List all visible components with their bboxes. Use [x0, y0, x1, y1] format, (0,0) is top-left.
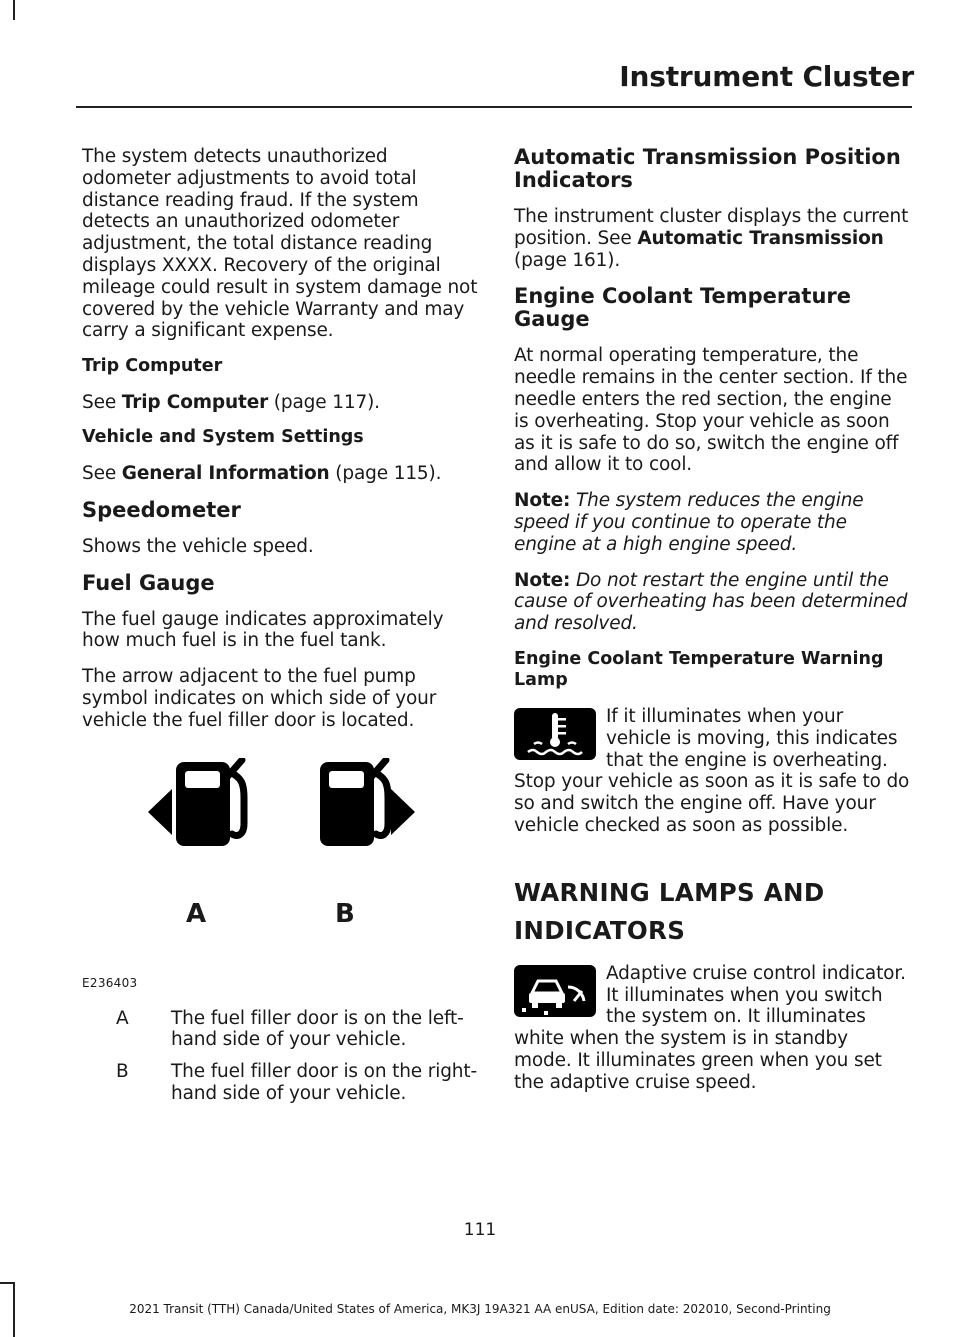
crop-mark-top — [13, 0, 15, 20]
callout-text: The fuel filler door is on the right-hand side of your vehicle. — [171, 1061, 478, 1104]
right-column — [514, 146, 910, 1108]
left-column — [82, 146, 478, 1115]
callout-row — [82, 1008, 478, 1052]
coolant-gauge-heading: Engine Coolant Temperature Gauge — [514, 284, 852, 332]
note-engine-speed — [514, 490, 910, 555]
fuel-door-illustration — [82, 758, 478, 908]
fuel-pump-left-arrow-icon — [148, 760, 244, 846]
adaptive-cruise-block — [514, 963, 910, 1108]
fuel-gauge-paragraph-2: The arrow adjacent to the fuel pump symbol indicates on which side of your vehicle the fuel filler door is located. — [82, 666, 437, 731]
odometer-paragraph: The system detects unauthorized odometer adjustments to avoid total distance reading fraud. If the system detects an unauthorized odometer adjustment, the total distance reading displays XXXX. Recovery of the original mileage could result in system damage not covered by the vehicle Warranty and may carry a significant expense. — [82, 146, 478, 342]
automatic-transmission-link[interactable]: Automatic Transmission — [637, 227, 884, 249]
page-number: 111 — [463, 1220, 497, 1240]
coolant-warning-lamp-text: If it illuminates when your vehicle is moving, this indicates that the engine is overheating. Stop your vehicle as soon as it is safe to do so and switch the engine off. Have your vehicle checked as soon as possible. — [514, 705, 910, 836]
coolant-temperature-icon — [514, 708, 596, 760]
note-label: Note: — [514, 490, 571, 512]
page-ref: (page 161). — [514, 249, 621, 271]
general-info-reference — [82, 463, 478, 485]
fuel-pump-right-arrow-icon — [320, 760, 415, 846]
note-text: Do not restart the engine until the cause of overheating has been determined and resolved. — [514, 569, 908, 635]
edition-footer: 2021 Transit (TTH) Canada/United States of America, MK3J 19A321 AA enUSA, Edition date: 202010, Second-Printing — [129, 1302, 831, 1316]
note-restart — [514, 570, 910, 635]
transmission-indicators-heading: Automatic Transmission Position Indicators — [514, 145, 901, 192]
header-rule — [76, 106, 912, 108]
note-text: The system reduces the engine speed if you continue to operate the engine at a high engine speed. — [514, 490, 864, 555]
figure-callouts — [82, 1008, 478, 1105]
see-text: See — [82, 462, 122, 484]
fuel-door-figure — [82, 758, 478, 988]
fuel-gauge-heading: Fuel Gauge — [82, 570, 215, 595]
page-ref: (page 117). — [268, 391, 380, 413]
page-header-title: Instrument Cluster — [619, 60, 914, 93]
figure-label-a: A — [186, 898, 207, 929]
coolant-gauge-text: At normal operating temperature, the needle remains in the center section. If the needle enters the red section, the engine is overheating. Stop your vehicle as soon as it is safe to do so, switch the engine off and allow it to cool. — [514, 345, 908, 476]
warning-lamps-section-heading — [514, 877, 910, 947]
coolant-warning-lamp-heading: Engine Coolant Temperature Warning Lamp — [514, 648, 884, 691]
figure-label-b: B — [335, 898, 355, 929]
section-heading-line-2: INDICATORS — [514, 915, 686, 945]
note-label: Note: — [514, 569, 571, 591]
speedometer-text: Shows the vehicle speed. — [82, 535, 314, 557]
trip-computer-link[interactable]: Trip Computer — [121, 391, 269, 413]
section-heading-line-1: WARNING LAMPS AND — [514, 877, 825, 907]
general-information-link[interactable]: General Information — [121, 462, 330, 484]
page-ref: (page 115). — [329, 462, 442, 484]
coolant-warning-lamp-block — [514, 706, 910, 851]
fuel-gauge-paragraph-1: The fuel gauge indicates approximately how much fuel is in the fuel tank. — [82, 608, 444, 652]
vehicle-settings-heading: Vehicle and System Settings — [82, 427, 364, 448]
see-text: See — [82, 391, 122, 413]
speedometer-heading: Speedometer — [82, 497, 241, 522]
trip-computer-reference — [82, 392, 478, 414]
figure-id: E236403 — [82, 975, 138, 990]
transmission-text: The instrument cluster displays the current position. See — [514, 206, 909, 249]
callout-letter: B — [116, 1061, 129, 1083]
transmission-indicators-text — [514, 206, 910, 271]
adaptive-cruise-control-icon — [514, 965, 596, 1017]
trip-computer-heading: Trip Computer — [82, 356, 223, 377]
callout-letter: A — [116, 1007, 129, 1029]
callout-text: The fuel filler door is on the left-hand side of your vehicle. — [171, 1007, 464, 1051]
callout-row — [82, 1061, 478, 1105]
crop-mark-bottom-horizontal — [0, 1282, 13, 1284]
adaptive-cruise-text: Adaptive cruise control indicator. It illuminates when you switch the system on. It illuminates white when the system is in standby mode. It illuminates green when you set the adaptive cruise speed. — [514, 962, 906, 1093]
